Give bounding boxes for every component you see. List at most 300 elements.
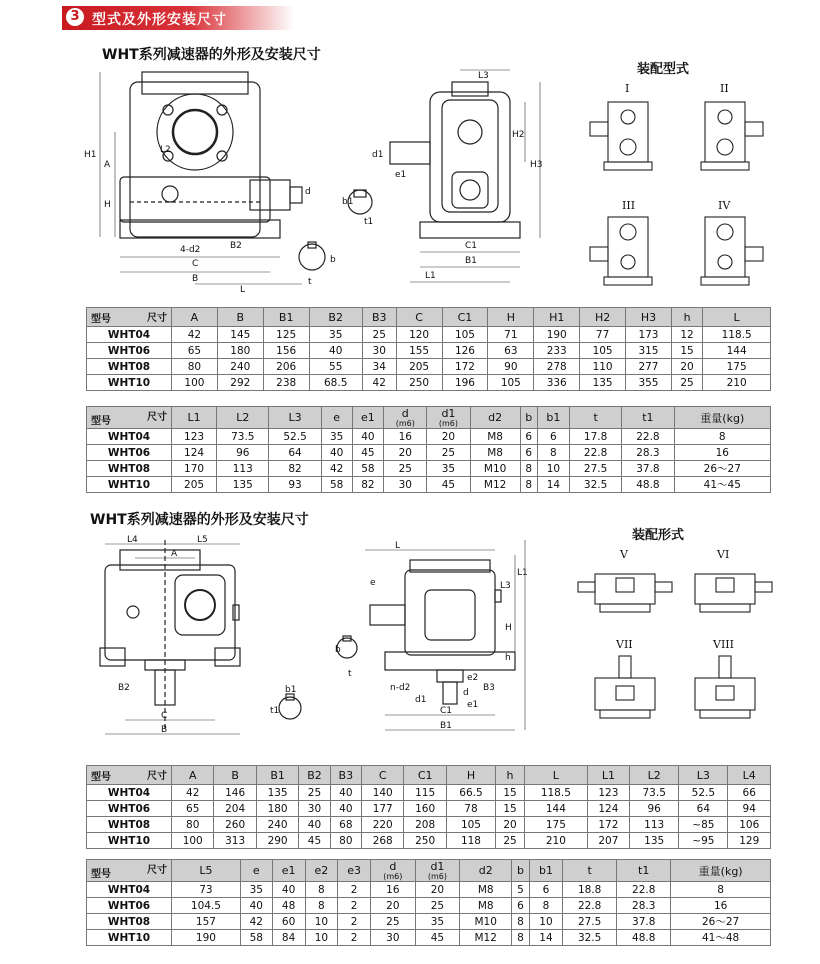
value-cell: 205 (172, 477, 217, 493)
value-cell: 37.8 (622, 461, 674, 477)
model-cell: WHT08 (87, 359, 172, 375)
table-row (87, 898, 771, 914)
table-row (87, 817, 771, 833)
dim-label-e2: e2 (467, 673, 479, 683)
table-row (87, 445, 771, 461)
value-cell: 5 (512, 882, 530, 898)
dim-label-b-key: b (335, 645, 341, 655)
model-cell: WHT10 (87, 477, 172, 493)
value-cell: 146 (214, 785, 256, 801)
value-cell: 68.5 (309, 375, 362, 391)
value-cell: 42 (240, 914, 272, 930)
value-cell: 8 (512, 914, 530, 930)
value-cell: 35 (309, 327, 362, 343)
value-cell: 84 (272, 930, 305, 946)
dim-label-b1-base: B1 (440, 721, 452, 731)
col-header: L (525, 766, 588, 785)
value-cell: M8 (460, 882, 512, 898)
table-corner: 尺寸 型号 (87, 766, 172, 785)
col-header: H2 (580, 308, 626, 327)
value-cell: 65 (172, 801, 214, 817)
value-cell: 17.8 (569, 429, 621, 445)
value-cell: 63 (488, 343, 534, 359)
value-cell: 58 (352, 461, 384, 477)
value-cell: 140 (362, 785, 404, 801)
table-row (87, 833, 771, 849)
dim-label-b: B (192, 274, 199, 284)
value-cell: 104.5 (172, 898, 241, 914)
col-header: B1 (256, 766, 298, 785)
value-cell: 25 (427, 445, 470, 461)
model-cell: WHT04 (87, 429, 172, 445)
value-cell: 118 (446, 833, 495, 849)
dim-label-e1: e1 (467, 700, 479, 710)
value-cell: 113 (630, 817, 679, 833)
model-cell: WHT08 (87, 817, 172, 833)
value-cell: 155 (396, 343, 442, 359)
value-cell: 105 (580, 343, 626, 359)
dim-label-d: d (463, 688, 469, 698)
value-cell: 105 (488, 375, 534, 391)
value-cell: M8 (470, 445, 520, 461)
value-cell: 250 (396, 375, 442, 391)
table-row (87, 327, 771, 343)
value-cell: 25 (496, 833, 525, 849)
value-cell: 80 (172, 817, 214, 833)
value-cell: 48.8 (622, 477, 674, 493)
value-cell: M12 (470, 477, 520, 493)
dim-label-l2: L2 (160, 145, 171, 155)
value-cell: 172 (442, 359, 488, 375)
value-cell: 42 (321, 461, 352, 477)
col-header: B (217, 308, 263, 327)
value-cell: ~95 (679, 833, 728, 849)
value-cell: 34 (362, 359, 396, 375)
col-header: L (703, 308, 771, 327)
value-cell: 106 (728, 817, 771, 833)
col-header: 重量(kg) (674, 407, 770, 429)
dim-label-t: t (348, 669, 352, 679)
value-cell: 45 (415, 930, 460, 946)
value-cell: 25 (671, 375, 702, 391)
value-cell: 64 (679, 801, 728, 817)
dimension-table-1 (86, 307, 771, 391)
value-cell: M10 (460, 914, 512, 930)
value-cell: 20 (496, 817, 525, 833)
value-cell: 2 (338, 882, 371, 898)
value-cell: 32.5 (569, 477, 621, 493)
dim-label-d1: d1 (415, 695, 427, 705)
value-cell: 77 (580, 327, 626, 343)
model-cell: WHT06 (87, 801, 172, 817)
assembly-types-top (580, 72, 790, 287)
value-cell: 37.8 (617, 914, 671, 930)
col-header: e1 (272, 860, 305, 882)
value-cell: 180 (217, 343, 263, 359)
dimension-table-2 (86, 406, 771, 493)
value-cell: 16 (371, 882, 416, 898)
col-header: L1 (172, 407, 217, 429)
value-cell: 355 (626, 375, 672, 391)
dim-label-b1: b1 (285, 685, 297, 695)
value-cell: 68 (330, 817, 361, 833)
table-corner: 尺寸 型号 (87, 407, 172, 429)
value-cell: 96 (217, 445, 269, 461)
table-row (87, 477, 771, 493)
value-cell: 177 (362, 801, 404, 817)
value-cell: 157 (172, 914, 241, 930)
table-row (87, 359, 771, 375)
value-cell: M8 (470, 429, 520, 445)
value-cell: 42 (172, 327, 218, 343)
dim-label-l3: L3 (500, 581, 511, 591)
col-header: t1 (622, 407, 674, 429)
col-header: b (512, 860, 530, 882)
dim-label-b1-base: B1 (465, 256, 477, 266)
value-cell: 135 (217, 477, 269, 493)
dim-label-h: H (505, 623, 512, 633)
value-cell: 220 (362, 817, 404, 833)
value-cell: 80 (330, 833, 361, 849)
dim-label-c1: C1 (440, 706, 453, 716)
value-cell: 206 (263, 359, 309, 375)
value-cell: 42 (362, 375, 396, 391)
value-cell: 16 (384, 429, 427, 445)
dim-label-h: H (104, 200, 111, 210)
value-cell: 71 (488, 327, 534, 343)
col-header: L3 (269, 407, 321, 429)
value-cell: 110 (580, 359, 626, 375)
dim-label-h2: H2 (512, 130, 525, 140)
value-cell: 26～27 (674, 461, 770, 477)
value-cell: 144 (525, 801, 588, 817)
col-header: e (240, 860, 272, 882)
value-cell: 15 (496, 785, 525, 801)
value-cell: 125 (263, 327, 309, 343)
col-header: L4 (728, 766, 771, 785)
value-cell: 8 (537, 445, 569, 461)
value-cell: 40 (330, 801, 361, 817)
section2-title: WHT系列减速器的外形及安装尺寸 (90, 512, 309, 528)
col-header: 重量(kg) (671, 860, 771, 882)
value-cell: 12 (671, 327, 702, 343)
assembly-label-7: VII (616, 638, 633, 651)
value-cell: ~85 (679, 817, 728, 833)
col-header: e1 (352, 407, 384, 429)
value-cell: 82 (269, 461, 321, 477)
value-cell: 20 (415, 882, 460, 898)
value-cell: 173 (626, 327, 672, 343)
value-cell: 27.5 (563, 914, 617, 930)
value-cell: 208 (404, 817, 446, 833)
dim-label-l4: L4 (127, 535, 138, 545)
assembly-label-6: VI (717, 548, 730, 561)
value-cell: 278 (534, 359, 580, 375)
col-header: d (m6) (384, 407, 427, 429)
value-cell: 144 (703, 343, 771, 359)
value-cell: 156 (263, 343, 309, 359)
value-cell: 113 (217, 461, 269, 477)
value-cell: 35 (321, 429, 352, 445)
dim-label-4-d2: 4-d2 (180, 245, 201, 255)
col-header: e3 (338, 860, 371, 882)
value-cell: 175 (703, 359, 771, 375)
value-cell: 80 (172, 359, 218, 375)
value-cell: 2 (338, 914, 371, 930)
dim-label-t1: t1 (364, 217, 374, 227)
value-cell: 135 (630, 833, 679, 849)
col-header: A (172, 308, 218, 327)
value-cell: 40 (240, 898, 272, 914)
value-cell: 73.5 (630, 785, 679, 801)
value-cell: 135 (256, 785, 298, 801)
value-cell: 27.5 (569, 461, 621, 477)
value-cell: 22.8 (622, 429, 674, 445)
value-cell: 124 (587, 801, 629, 817)
value-cell: 82 (352, 477, 384, 493)
value-cell: 55 (309, 359, 362, 375)
col-header: C (396, 308, 442, 327)
col-header: A (172, 766, 214, 785)
col-header: H1 (534, 308, 580, 327)
assembly-label-8: VIII (713, 638, 734, 651)
dimension-table-3 (86, 765, 771, 849)
dim-label-d: d (305, 187, 311, 197)
dim-label-l1: L1 (425, 271, 436, 281)
table-row (87, 930, 771, 946)
value-cell: 336 (534, 375, 580, 391)
value-cell: 16 (674, 445, 770, 461)
value-cell: 210 (703, 375, 771, 391)
model-cell: WHT06 (87, 343, 172, 359)
value-cell: 6 (537, 429, 569, 445)
value-cell: 115 (404, 785, 446, 801)
dim-label-a: A (104, 160, 111, 170)
col-header: H (488, 308, 534, 327)
col-header: B2 (309, 308, 362, 327)
col-header: t (569, 407, 621, 429)
value-cell: M12 (460, 930, 512, 946)
value-cell: 28.3 (622, 445, 674, 461)
table-row (87, 461, 771, 477)
value-cell: 170 (172, 461, 217, 477)
value-cell: 190 (534, 327, 580, 343)
table-row (87, 375, 771, 391)
dim-label-a: A (171, 549, 178, 559)
value-cell: 8 (674, 429, 770, 445)
section-banner-title: 型式及外形安装尺寸 (92, 12, 227, 28)
model-cell: WHT04 (87, 882, 172, 898)
model-cell: WHT04 (87, 327, 172, 343)
col-header: H (446, 766, 495, 785)
value-cell: M10 (470, 461, 520, 477)
value-cell: 172 (587, 817, 629, 833)
value-cell: 40 (272, 882, 305, 898)
value-cell: 18.8 (563, 882, 617, 898)
value-cell: 175 (525, 817, 588, 833)
value-cell: 290 (256, 833, 298, 849)
dim-label-c: C (161, 711, 168, 721)
value-cell: 8 (305, 898, 338, 914)
value-cell: 45 (427, 477, 470, 493)
dim-label-h3: H3 (530, 160, 543, 170)
section-number: 3 (66, 8, 84, 26)
table-corner: 尺寸 型号 (87, 860, 172, 882)
value-cell: 124 (172, 445, 217, 461)
value-cell: 30 (371, 930, 416, 946)
value-cell: 60 (272, 914, 305, 930)
value-cell: 25 (371, 914, 416, 930)
value-cell: 48.8 (617, 930, 671, 946)
table-row (87, 343, 771, 359)
dim-label-b2: B2 (118, 683, 130, 693)
dim-label-l5: L5 (197, 535, 208, 545)
value-cell: 100 (172, 833, 214, 849)
dim-label-l: L (395, 541, 401, 551)
col-header: b1 (537, 407, 569, 429)
value-cell: 10 (529, 914, 562, 930)
dim-label-l1: L1 (517, 568, 528, 578)
assembly-label-1: I (625, 82, 630, 95)
col-header: d1 (m6) (415, 860, 460, 882)
value-cell: 30 (362, 343, 396, 359)
value-cell: 8 (512, 930, 530, 946)
value-cell: 210 (525, 833, 588, 849)
col-header: C1 (404, 766, 446, 785)
value-cell: 48 (272, 898, 305, 914)
value-cell: 94 (728, 801, 771, 817)
model-cell: WHT06 (87, 445, 172, 461)
value-cell: 190 (172, 930, 241, 946)
value-cell: 20 (427, 429, 470, 445)
assembly-label-5: V (620, 548, 628, 561)
value-cell: 292 (217, 375, 263, 391)
dim-label-b3: B3 (483, 683, 495, 693)
value-cell: 204 (214, 801, 256, 817)
section1-title: WHT系列减速器的外形及安装尺寸 (102, 47, 321, 63)
value-cell: 126 (442, 343, 488, 359)
section2-assembly-title: 装配形式 (632, 528, 685, 543)
reducer-drawing-bottom (85, 530, 535, 745)
col-header: L5 (172, 860, 241, 882)
dim-label-e1: e1 (395, 170, 407, 180)
col-header: B (214, 766, 256, 785)
value-cell: 250 (404, 833, 446, 849)
col-header: h (671, 308, 702, 327)
value-cell: 73.5 (217, 429, 269, 445)
assembly-label-3: III (622, 199, 636, 212)
col-header: L1 (587, 766, 629, 785)
value-cell: 10 (305, 930, 338, 946)
model-cell: WHT08 (87, 461, 172, 477)
col-header: t (563, 860, 617, 882)
dim-label-t: t (308, 277, 312, 287)
model-cell: WHT08 (87, 914, 172, 930)
col-header: h (496, 766, 525, 785)
value-cell: 268 (362, 833, 404, 849)
value-cell: 45 (352, 445, 384, 461)
value-cell: 118.5 (525, 785, 588, 801)
col-header: e2 (305, 860, 338, 882)
dim-label-l3: L3 (478, 71, 489, 81)
dim-label-c1: C1 (465, 241, 478, 251)
value-cell: 26～27 (671, 914, 771, 930)
value-cell: 129 (728, 833, 771, 849)
value-cell: 64 (269, 445, 321, 461)
value-cell: 32.5 (563, 930, 617, 946)
value-cell: 20 (384, 445, 427, 461)
value-cell: 41～48 (671, 930, 771, 946)
col-header: b (520, 407, 537, 429)
table-row (87, 801, 771, 817)
value-cell: 20 (671, 359, 702, 375)
value-cell: 41～45 (674, 477, 770, 493)
assembly-types-bottom (570, 536, 790, 741)
assembly-label-2: II (720, 82, 729, 95)
value-cell: 100 (172, 375, 218, 391)
value-cell: 35 (415, 914, 460, 930)
value-cell: 40 (352, 429, 384, 445)
table-row (87, 882, 771, 898)
value-cell: 52.5 (679, 785, 728, 801)
dim-label-n-d2: n-d2 (390, 683, 411, 693)
model-cell: WHT10 (87, 375, 172, 391)
value-cell: 118.5 (703, 327, 771, 343)
value-cell: 6 (520, 429, 537, 445)
value-cell: 8 (529, 898, 562, 914)
assembly-label-4: IV (718, 199, 731, 212)
dim-label-b: B (161, 725, 168, 735)
dim-label-h1: H1 (84, 150, 97, 160)
col-header: L2 (630, 766, 679, 785)
col-header: B2 (299, 766, 330, 785)
col-header: d2 (460, 860, 512, 882)
dim-label-b1: b1 (342, 197, 354, 207)
dim-label-b-key: b (330, 255, 336, 265)
col-header: b1 (529, 860, 562, 882)
table-corner: 尺寸 型号 (87, 308, 172, 327)
value-cell: 30 (384, 477, 427, 493)
value-cell: 160 (404, 801, 446, 817)
value-cell: 42 (172, 785, 214, 801)
dim-label-t1: t1 (270, 706, 280, 716)
value-cell: 233 (534, 343, 580, 359)
value-cell: 45 (299, 833, 330, 849)
dim-label-b2: B2 (230, 241, 242, 251)
value-cell: 40 (309, 343, 362, 359)
value-cell: 123 (172, 429, 217, 445)
value-cell: 135 (580, 375, 626, 391)
value-cell: 6 (512, 898, 530, 914)
value-cell: 207 (587, 833, 629, 849)
value-cell: 58 (240, 930, 272, 946)
value-cell: 10 (537, 461, 569, 477)
value-cell: 105 (442, 327, 488, 343)
value-cell: 15 (496, 801, 525, 817)
table-row (87, 914, 771, 930)
value-cell: 277 (626, 359, 672, 375)
col-header: d (m6) (371, 860, 416, 882)
value-cell: 8 (305, 882, 338, 898)
value-cell: 20 (371, 898, 416, 914)
table-row (87, 785, 771, 801)
value-cell: 96 (630, 801, 679, 817)
value-cell: 25 (384, 461, 427, 477)
value-cell: 196 (442, 375, 488, 391)
value-cell: 16 (671, 898, 771, 914)
value-cell: 260 (214, 817, 256, 833)
value-cell: 10 (305, 914, 338, 930)
